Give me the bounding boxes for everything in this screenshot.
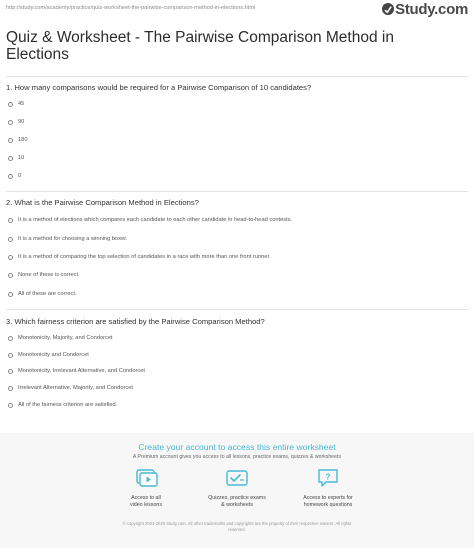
option-label: All of the fairness criterion are satisfied. (18, 402, 118, 408)
premium-promo (0, 433, 474, 548)
option-label: Monotonicity, Majority, and Condorcet (18, 335, 113, 341)
option-label: 0 (18, 173, 22, 179)
radio-button[interactable] (8, 174, 13, 179)
question-1-option[interactable] (8, 135, 28, 145)
question-1-option[interactable] (8, 99, 24, 109)
copyright-footer: © copyright 2003-2020 Study.com. All other trademarks and copyrights are the property of their respective owners. All rights reserved. (122, 521, 352, 532)
option-label: None of these is correct. (18, 272, 80, 278)
feature-label: Access to all video lessons (129, 495, 163, 508)
radio-button[interactable] (8, 273, 13, 278)
question-2-option[interactable] (8, 270, 80, 280)
logo-text: Study.com (395, 0, 468, 18)
option-label: Monotonicity and Condorcet (18, 352, 89, 358)
expert-help-icon (316, 466, 340, 490)
divider (6, 191, 468, 192)
option-label: 180 (18, 137, 28, 143)
radio-button[interactable] (8, 353, 13, 358)
promo-title[interactable]: Create your account to access this entire worksheet (138, 442, 336, 452)
option-label: It is a method for choosing a winning boxer. (18, 236, 128, 242)
video-lessons-icon (134, 466, 158, 490)
radio-button[interactable] (8, 138, 13, 143)
radio-button[interactable] (8, 386, 13, 391)
question-1-option[interactable] (8, 153, 24, 163)
study-logo-icon (382, 3, 394, 15)
question-2-option[interactable] (8, 289, 76, 299)
option-label: 45 (18, 101, 25, 107)
svg-text:?: ? (325, 472, 331, 482)
question-2-option[interactable] (8, 234, 127, 244)
option-label: Monotonicity, Irrelevant Alternative, and Condorcet (18, 368, 145, 374)
question-3-option[interactable] (8, 350, 89, 360)
question-2-title: 2. What is the Pairwise Comparison Method in Elections? (6, 198, 199, 207)
question-1-title: 1. How many comparisons would be required for a Pairwise Comparison of 10 candidates? (6, 83, 312, 92)
question-3-option[interactable] (8, 383, 133, 393)
promo-subtitle: A Premium account gives you access to all lessons, practice exams, quizzes & worksheets (132, 454, 342, 460)
question-2-option[interactable] (8, 252, 271, 262)
question-2-option[interactable] (8, 215, 292, 225)
radio-button[interactable] (8, 369, 13, 374)
radio-button[interactable] (8, 336, 13, 341)
question-3-option[interactable] (8, 333, 113, 343)
option-label: 10 (18, 155, 25, 161)
option-label: 90 (18, 119, 25, 125)
feature-label: Access to experts for homework questions (303, 495, 353, 508)
option-label: All of these are correct. (18, 291, 77, 297)
radio-button[interactable] (8, 120, 13, 125)
page-title: Quiz & Worksheet - The Pairwise Comparison Method in Elections (6, 29, 394, 63)
radio-button[interactable] (8, 156, 13, 161)
option-label: Irrelevant Alternative, Majority, and Condorcet (18, 385, 133, 391)
question-1-option[interactable] (8, 117, 24, 127)
radio-button[interactable] (8, 102, 13, 107)
option-label: It is a method of elections which compares each candidate to each other candidate in head-to-head contests. (18, 217, 293, 223)
quizzes-exams-icon (225, 466, 249, 490)
page-url: http://study.com/academy/practice/quiz-worksheet-the-pairwise-comparison-method-in-elections.html (6, 5, 256, 11)
question-3-title: 3. Which fairness criterion are satisfied by the Pairwise Comparison Method? (6, 317, 265, 326)
radio-button[interactable] (8, 403, 13, 408)
question-3-option[interactable] (8, 400, 117, 410)
divider (6, 309, 468, 310)
question-1-option[interactable] (8, 171, 21, 181)
divider (6, 76, 468, 77)
feature-video-lessons (101, 466, 191, 509)
question-3-option[interactable] (8, 366, 145, 376)
radio-button[interactable] (8, 255, 13, 260)
page-header (0, 0, 474, 18)
feature-quizzes (192, 466, 282, 509)
study-logo[interactable] (382, 1, 468, 17)
feature-label: Quizzes, practice exams & worksheets (208, 495, 266, 508)
radio-button[interactable] (8, 292, 13, 297)
radio-button[interactable] (8, 218, 13, 223)
radio-button[interactable] (8, 237, 13, 242)
option-label: It is a method of comparing the top selection of candidates in a race with more than one front runner. (18, 254, 271, 260)
feature-expert-help (283, 466, 373, 509)
